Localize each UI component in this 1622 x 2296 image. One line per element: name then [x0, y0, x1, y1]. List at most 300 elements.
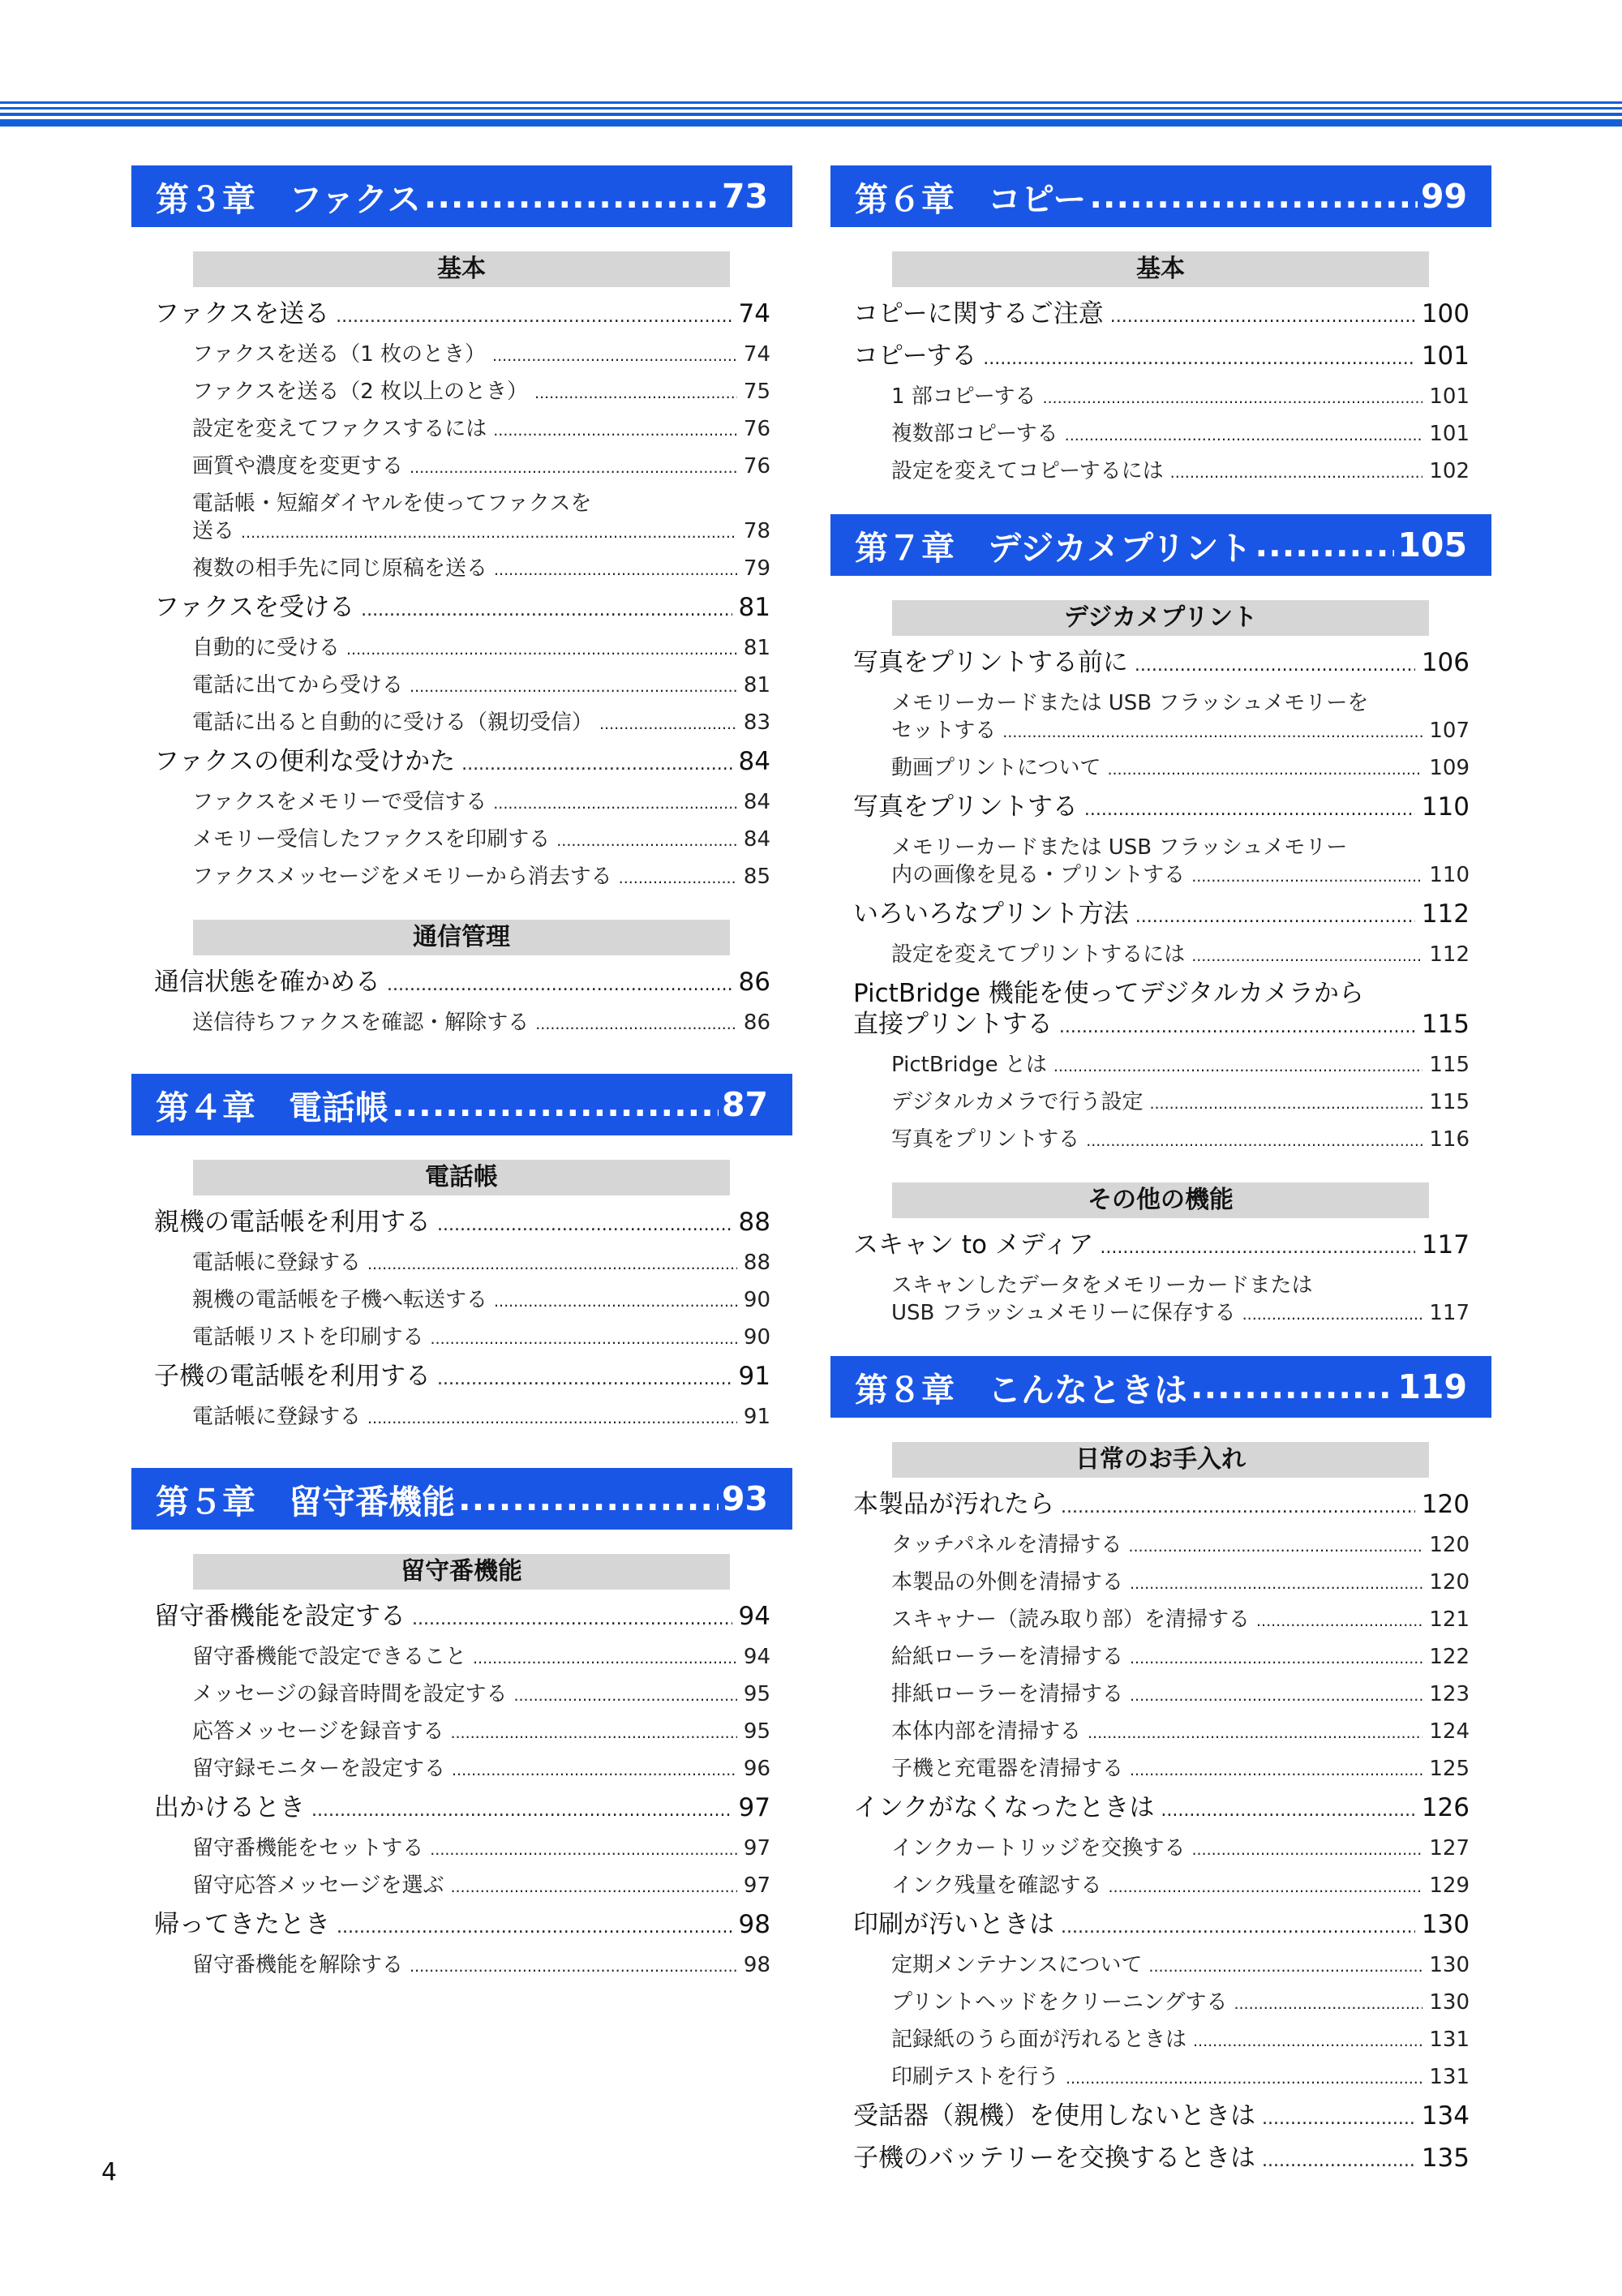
chapter-page: 93 [721, 1479, 768, 1518]
leader-dots [450, 1873, 736, 1901]
entry-page: 81 [743, 636, 770, 660]
entry-title: 排紙ローラーを清掃する [891, 1682, 1124, 1706]
entry-page: 130 [1429, 1990, 1470, 2015]
toc-subentry[interactable] [154, 1324, 770, 1353]
chapter-page: 87 [721, 1085, 768, 1124]
toc-subentry[interactable] [853, 457, 1470, 487]
toc-subentry[interactable] [853, 1088, 1470, 1118]
entry-page: 83 [743, 710, 770, 735]
leader-dots [493, 790, 737, 818]
leader-dots [535, 1011, 737, 1038]
entry-title: 留守番機能をセットする [192, 1836, 424, 1860]
entry-title: 留守応答メッセージを選ぶ [192, 1873, 444, 1898]
toc-subentry[interactable] [154, 1249, 770, 1278]
chapter-page: 99 [1420, 177, 1467, 216]
toc-subentry[interactable] [154, 1009, 770, 1038]
entry-title: 1 部コピーする [891, 384, 1036, 409]
entry-page: 110 [1421, 792, 1470, 822]
toc-entry[interactable] [154, 592, 770, 626]
entry-page: 97 [738, 1793, 770, 1822]
entry-title-line1: スキャンしたデータをメモリーカードまたは [891, 1273, 1313, 1298]
entry-title: 送る [192, 519, 235, 543]
toc-subentry[interactable] [154, 378, 770, 407]
toc-subentry[interactable] [853, 1569, 1470, 1598]
entry-title: ファクスを送る [154, 299, 330, 328]
toc-entry[interactable] [154, 967, 770, 1001]
toc-entry[interactable] [853, 2143, 1470, 2177]
leader-dots [346, 636, 737, 663]
entry-page: 85 [743, 865, 770, 889]
entry-title: インク残量を確認する [891, 1873, 1102, 1898]
toc-subentry[interactable] [154, 1680, 770, 1710]
leader-dots [1107, 756, 1422, 783]
entry-title: 電話帳に登録する [192, 1405, 362, 1429]
entry-page: 88 [743, 1251, 770, 1275]
chapter-title: 第５章 留守番機能 [156, 1482, 455, 1521]
entry-title: ファクスメッセージをメモリーから消去する [192, 865, 612, 889]
leader-dots [1065, 422, 1423, 449]
entry-page: 96 [743, 1757, 770, 1781]
toc-subentry[interactable] [853, 1606, 1470, 1635]
leader-dots [1191, 942, 1422, 970]
leader-dots [1089, 177, 1418, 216]
leader-dots [1135, 650, 1415, 681]
entry-title: 直接プリントする [853, 1010, 1053, 1039]
entry-title: 本製品の外側を清掃する [891, 1570, 1124, 1594]
toc-subentry[interactable] [154, 709, 770, 738]
entry-title-line1: メモリーカードまたは USB フラッシュメモリー [891, 835, 1348, 860]
toc-entry[interactable] [154, 746, 770, 780]
entry-page: 112 [1429, 942, 1470, 967]
leader-dots [1262, 2104, 1415, 2135]
toc-subentry[interactable] [853, 1531, 1470, 1560]
entry-title: 本体内部を清掃する [891, 1719, 1082, 1744]
entry-title: 子機のバッテリーを交換するときは [853, 2144, 1255, 2173]
toc-subentry[interactable] [154, 1755, 770, 1784]
toc-entry[interactable] [853, 298, 1470, 333]
entry-page: 135 [1421, 2144, 1470, 2173]
entry-page: 117 [1421, 1230, 1470, 1260]
leader-dots [1130, 1682, 1422, 1710]
leader-dots [1130, 1570, 1422, 1598]
toc-subentry[interactable] [154, 1286, 770, 1315]
leader-dots [1256, 1607, 1422, 1635]
entry-page: 97 [743, 1873, 770, 1898]
entry-page: 131 [1429, 2065, 1470, 2089]
entry-page: 98 [738, 1910, 770, 1939]
entry-title: コピーに関するご注意 [853, 299, 1104, 328]
chapter-title: 第６章 コピー [855, 179, 1087, 219]
toc-subentry[interactable] [154, 788, 770, 818]
entry-title: 受話器（親機）を使用しないときは [853, 2101, 1255, 2131]
entry-page: 120 [1429, 1570, 1470, 1594]
toc-subentry[interactable] [154, 555, 770, 584]
page-number: 4 [101, 2158, 118, 2187]
toc-entry[interactable] [853, 341, 1470, 375]
leader-dots [494, 556, 737, 584]
entry-page: 76 [743, 454, 770, 479]
toc-subentry[interactable] [853, 1755, 1470, 1784]
leader-dots [1191, 863, 1422, 891]
entry-page: 102 [1429, 459, 1470, 483]
toc-entry[interactable] [154, 1601, 770, 1635]
entry-title: 写真をプリントする前に [853, 648, 1128, 677]
leader-dots [1242, 1301, 1423, 1328]
entry-page: 124 [1429, 1719, 1470, 1744]
section-header: 基本 [193, 251, 730, 287]
entry-page: 106 [1421, 648, 1470, 677]
entry-page: 81 [743, 673, 770, 697]
toc-subentry[interactable] [853, 1126, 1470, 1155]
toc-entry[interactable] [154, 1361, 770, 1395]
leader-dots [1135, 902, 1415, 933]
chapter-page: 73 [721, 177, 768, 216]
entry-page: 120 [1421, 1490, 1470, 1519]
entry-page: 122 [1429, 1645, 1470, 1669]
entry-title: 親機の電話帳を子機へ転送する [192, 1288, 488, 1312]
entry-title: 写真をプリントする [853, 792, 1078, 822]
entry-page: 112 [1421, 899, 1470, 929]
entry-title: 写真をプリントする [891, 1127, 1080, 1152]
leader-dots [1128, 1533, 1422, 1560]
entry-title: 親機の電話帳を利用する [154, 1208, 431, 1237]
leader-dots [450, 1719, 736, 1747]
leader-dots [412, 1604, 732, 1635]
entry-title: USB フラッシュメモリーに保存する [891, 1301, 1236, 1325]
chapter-title: 第４章 電話帳 [156, 1088, 388, 1127]
leader-dots [494, 1288, 737, 1315]
chapter-4-header[interactable] [131, 1074, 792, 1135]
toc-subentry[interactable] [154, 672, 770, 701]
toc-entry[interactable] [853, 899, 1470, 933]
entry-page: 125 [1429, 1757, 1470, 1781]
toc-entry[interactable] [853, 2101, 1470, 2135]
entry-title: ファクスの便利な受けかた [154, 747, 456, 776]
chapter-title: 第３章 ファクス [156, 179, 421, 219]
entry-title: プリントヘッドをクリーニングする [891, 1990, 1228, 2015]
entry-page: 88 [738, 1208, 770, 1237]
entry-title: 給紙ローラーを清掃する [891, 1645, 1124, 1669]
entry-page: 117 [1429, 1301, 1470, 1325]
toc-entry[interactable] [853, 1230, 1470, 1264]
entry-title: 設定を変えてプリントするには [891, 942, 1186, 967]
entry-title: ファクスを送る（2 枚以上のとき） [192, 380, 529, 404]
toc-subentry[interactable] [154, 1872, 770, 1901]
entry-title: 電話帳リストを印刷する [192, 1325, 424, 1350]
leader-dots [1059, 1012, 1415, 1043]
entry-title: 内の画像を見る・プリントする [891, 863, 1186, 887]
toc-subentry[interactable] [154, 517, 770, 547]
leader-dots [424, 177, 719, 216]
entry-title: ファクスをメモリーで受信する [192, 790, 487, 814]
entry-page: 101 [1429, 422, 1470, 446]
entry-title: 子機の電話帳を利用する [154, 1362, 431, 1391]
entry-title: 子機と充電器を清掃する [891, 1757, 1124, 1781]
toc-subentry[interactable] [853, 1872, 1470, 1901]
entry-page: 121 [1429, 1607, 1470, 1632]
leader-dots [1191, 1367, 1394, 1406]
toc-subentry[interactable] [853, 941, 1470, 970]
entry-page: 100 [1421, 299, 1470, 328]
leader-dots [1084, 795, 1415, 826]
section-header: 電話帳 [193, 1160, 730, 1195]
leader-dots [493, 417, 737, 444]
entry-title: 通信状態を確かめる [154, 968, 380, 997]
toc-entry[interactable] [853, 647, 1470, 681]
entry-page: 131 [1429, 2028, 1470, 2052]
chapter-title: 第７章 デジカメプリント [855, 528, 1252, 568]
entry-title: 応答メッセージを録音する [192, 1719, 444, 1744]
entry-title: 留守番機能を解除する [192, 1953, 404, 1977]
toc-subentry[interactable] [853, 1680, 1470, 1710]
entry-title: スキャナー（読み取り部）を清掃する [891, 1607, 1251, 1632]
entry-page: 110 [1429, 863, 1470, 887]
section-header: その他の機能 [892, 1182, 1429, 1218]
toc-subentry[interactable] [853, 2063, 1470, 2092]
section-header: 通信管理 [193, 920, 730, 955]
leader-dots [336, 302, 732, 333]
toc-entry[interactable] [853, 792, 1470, 826]
entry-page: 129 [1429, 1873, 1470, 1898]
entry-title: 本製品が汚れたら [853, 1490, 1054, 1519]
toc-subentry[interactable] [853, 1051, 1470, 1080]
leader-dots [337, 1912, 732, 1943]
entry-title: デジタルカメラで行う設定 [891, 1090, 1144, 1114]
toc-subentry[interactable] [853, 420, 1470, 449]
leader-dots [387, 970, 732, 1001]
leader-dots [492, 342, 737, 370]
entry-page: 90 [743, 1325, 770, 1350]
entry-page: 91 [743, 1405, 770, 1429]
toc-entry[interactable] [853, 1792, 1470, 1826]
leader-dots [1002, 719, 1422, 746]
entry-page: 127 [1429, 1836, 1470, 1860]
toc-subentry[interactable] [154, 453, 770, 482]
leader-dots [410, 454, 737, 482]
toc-entry[interactable] [154, 1792, 770, 1826]
leader-dots [430, 1836, 737, 1864]
toc-subentry[interactable] [853, 717, 1470, 746]
entry-page: 115 [1421, 1010, 1470, 1039]
leader-dots [1149, 1090, 1422, 1118]
entry-title: 設定を変えてコピーするには [891, 459, 1164, 483]
entry-page: 130 [1429, 1953, 1470, 1977]
toc-entry[interactable] [853, 1489, 1470, 1523]
section-header: 日常のお手入れ [892, 1442, 1429, 1478]
toc-subentry[interactable] [154, 415, 770, 444]
toc-subentry[interactable] [154, 1835, 770, 1864]
leader-dots [392, 1085, 719, 1124]
leader-dots [437, 1210, 732, 1241]
entry-title: 出かけるとき [154, 1793, 305, 1822]
entry-page: 115 [1429, 1053, 1470, 1077]
leader-dots [437, 1364, 732, 1395]
entry-title: 設定を変えてファクスするには [192, 417, 487, 441]
leader-dots [1110, 302, 1415, 333]
entry-title-line1: 電話帳・短縮ダイヤルを使ってファクスを [192, 491, 592, 516]
entry-title: インクがなくなったときは [853, 1793, 1155, 1822]
chapter-6-header[interactable] [830, 165, 1491, 227]
leader-dots [1042, 384, 1422, 412]
leader-dots [1148, 1953, 1422, 1981]
entry-page: 101 [1421, 341, 1470, 371]
toc-subentry[interactable] [853, 754, 1470, 783]
toc-entry[interactable] [853, 1009, 1470, 1043]
entry-title-line1: メモリーカードまたは USB フラッシュメモリーを [891, 691, 1369, 715]
toc-subentry[interactable] [853, 1989, 1470, 2018]
leader-dots [1100, 1233, 1414, 1264]
leader-dots [1108, 1873, 1422, 1901]
entry-title: メッセージの録音時間を設定する [192, 1682, 508, 1706]
leader-dots [410, 1953, 737, 1981]
leader-dots [1193, 2028, 1422, 2055]
entry-title: タッチパネルを清掃する [891, 1533, 1122, 1557]
toc-subentry[interactable] [853, 861, 1470, 891]
entry-page: 84 [743, 827, 770, 852]
toc-left-column [131, 165, 792, 1989]
entry-page: 86 [738, 968, 770, 997]
leader-dots [1053, 1053, 1423, 1080]
leader-dots [473, 1645, 737, 1672]
entry-title: ファクスを受ける [154, 593, 355, 622]
toc-subentry[interactable] [853, 1299, 1470, 1328]
entry-title: コピーする [853, 341, 977, 371]
toc-subentry[interactable] [853, 2026, 1470, 2055]
leader-dots [983, 344, 1415, 375]
toc-right-column [830, 165, 1491, 2185]
leader-dots [1086, 1127, 1422, 1155]
entry-title: PictBridge とは [891, 1053, 1047, 1077]
leader-dots [599, 710, 737, 738]
entry-title: 印刷が汚いときは [853, 1910, 1054, 1939]
entry-page: 81 [738, 593, 770, 622]
entry-page: 116 [1429, 1127, 1470, 1152]
chapter-page: 119 [1397, 1367, 1467, 1406]
entry-title: 留守録モニターを設定する [192, 1757, 446, 1781]
toc-subentry[interactable] [853, 1835, 1470, 1864]
leader-dots [1262, 2146, 1415, 2177]
toc-subentry[interactable] [853, 1718, 1470, 1747]
chapter-5-header[interactable] [131, 1468, 792, 1530]
section-header: 基本 [892, 251, 1429, 287]
leader-dots [1061, 1492, 1415, 1523]
leader-dots [1191, 1836, 1422, 1864]
entry-page: 84 [738, 747, 770, 776]
leader-dots [1130, 1757, 1422, 1784]
entry-title: 記録紙のうら面が汚れるときは [891, 2028, 1187, 2052]
entry-title: 電話に出ると自動的に受ける（親切受信） [192, 710, 594, 735]
entry-page: 95 [743, 1682, 770, 1706]
toc-subentry[interactable] [154, 1643, 770, 1672]
entry-page: 86 [743, 1011, 770, 1035]
toc-entry[interactable] [154, 1909, 770, 1943]
leader-dots [311, 1796, 732, 1826]
entry-title: メモリー受信したファクスを印刷する [192, 827, 551, 852]
entry-title: 動画プリントについて [891, 756, 1101, 780]
chapter-7-header[interactable] [830, 514, 1491, 576]
leader-dots [1066, 2065, 1422, 2092]
entry-title: いろいろなプリント方法 [853, 899, 1129, 929]
entry-page: 95 [743, 1719, 770, 1744]
section-header: 留守番機能 [193, 1554, 730, 1590]
entry-page: 91 [738, 1362, 770, 1391]
entry-title: 自動的に受ける [192, 636, 341, 660]
toc-subentry[interactable] [154, 1718, 770, 1747]
entry-title: 印刷テストを行う [891, 2065, 1059, 2089]
entry-title: 送信待ちファクスを確認・解除する [192, 1011, 530, 1035]
entry-title: 留守番機能で設定できること [192, 1645, 467, 1669]
leader-dots [461, 749, 732, 780]
entry-page: 98 [743, 1953, 770, 1977]
entry-title: 定期メンテナンスについて [891, 1953, 1143, 1977]
toc-subentry[interactable] [853, 383, 1470, 412]
entry-page: 123 [1429, 1682, 1470, 1706]
toc-subentry[interactable] [154, 634, 770, 663]
chapter-8-header[interactable] [830, 1356, 1491, 1418]
toc-subentry[interactable] [154, 863, 770, 892]
toc-subentry[interactable] [154, 826, 770, 855]
leader-dots [367, 1251, 737, 1278]
leader-dots [619, 865, 737, 892]
toc-entry[interactable] [154, 298, 770, 333]
entry-page: 74 [743, 342, 770, 367]
leader-dots [1170, 459, 1423, 487]
toc-subentry[interactable] [154, 1403, 770, 1432]
entry-title: 留守番機能を設定する [154, 1602, 406, 1631]
entry-title-line1: PictBridge 機能を使ってデジタルカメラから [853, 979, 1364, 1008]
leader-dots [430, 1325, 736, 1353]
entry-page: 120 [1429, 1533, 1470, 1557]
entry-page: 75 [743, 380, 770, 404]
leader-dots [1061, 1912, 1415, 1943]
toc-subentry[interactable] [853, 1643, 1470, 1672]
leader-dots [458, 1479, 719, 1518]
entry-page: 76 [743, 417, 770, 441]
entry-title: セットする [891, 719, 997, 743]
entry-page: 90 [743, 1288, 770, 1312]
entry-title: 画質や濃度を変更する [192, 454, 404, 479]
entry-title: ファクスを送る（1 枚のとき） [192, 342, 487, 367]
toc-subentry[interactable] [154, 341, 770, 370]
entry-page: 84 [743, 790, 770, 814]
toc-subentry[interactable] [853, 1951, 1470, 1981]
toc-entry[interactable] [154, 1207, 770, 1241]
entry-title: スキャン to メディア [853, 1230, 1094, 1260]
leader-dots [513, 1682, 736, 1710]
entry-page: 94 [743, 1645, 770, 1669]
toc-entry[interactable] [853, 1909, 1470, 1943]
leader-dots [452, 1757, 737, 1784]
entry-page: 134 [1421, 2101, 1470, 2131]
leader-dots [367, 1405, 737, 1432]
leader-dots [410, 673, 737, 701]
leader-dots [1255, 526, 1395, 564]
entry-page: 115 [1429, 1090, 1470, 1114]
entry-page: 78 [743, 519, 770, 543]
chapter-page: 105 [1397, 526, 1467, 564]
entry-page: 97 [743, 1836, 770, 1860]
leader-dots [1234, 1990, 1422, 2018]
section-header: デジカメプリント [892, 600, 1429, 636]
entry-title: 複数部コピーする [891, 422, 1058, 446]
entry-page: 126 [1421, 1793, 1470, 1822]
leader-dots [1161, 1796, 1414, 1826]
entry-title: 複数の相手先に同じ原稿を送る [192, 556, 488, 581]
toc-subentry[interactable] [154, 1951, 770, 1981]
entry-page: 94 [738, 1602, 770, 1631]
chapter-3-header[interactable] [131, 165, 792, 227]
entry-page: 101 [1429, 384, 1470, 409]
